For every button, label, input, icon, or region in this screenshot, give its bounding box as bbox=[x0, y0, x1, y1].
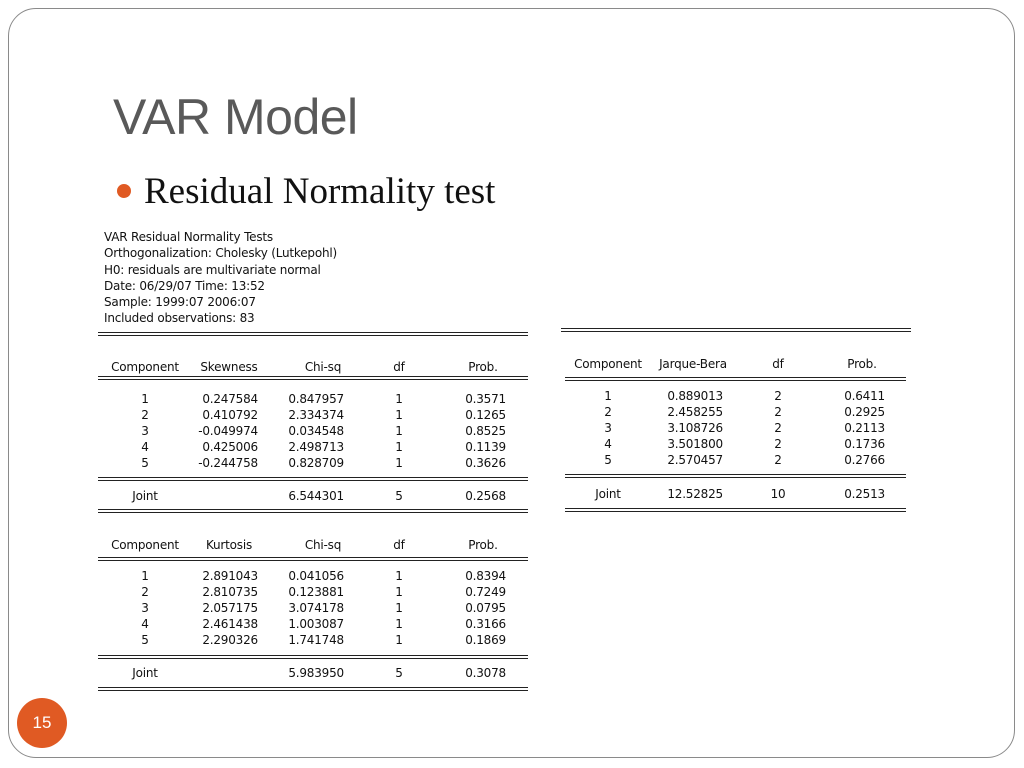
header-cell: Prob. bbox=[847, 357, 877, 371]
table-cell: 3.074178 bbox=[288, 601, 344, 615]
table-cell: 1 bbox=[395, 601, 403, 615]
table-cell: -0.049974 bbox=[198, 424, 258, 438]
info-line: Date: 06/29/07 Time: 13:52 bbox=[104, 278, 265, 293]
table-cell: 1.003087 bbox=[288, 617, 344, 631]
table-cell: 2 bbox=[774, 421, 782, 435]
table-cell: 2 bbox=[774, 453, 782, 467]
joint-cell: 0.3078 bbox=[465, 666, 506, 680]
table-cell: 3 bbox=[141, 424, 149, 438]
table-cell: 0.034548 bbox=[288, 424, 344, 438]
table-rule bbox=[98, 332, 528, 336]
table-cell: 0.1869 bbox=[465, 633, 506, 647]
table-cell: 1 bbox=[395, 456, 403, 470]
table-cell: 1 bbox=[395, 424, 403, 438]
header-cell: Chi-sq bbox=[304, 360, 342, 374]
info-line: H0: residuals are multivariate normal bbox=[104, 262, 321, 277]
header-cell: df bbox=[772, 357, 784, 371]
table-cell: 0.1265 bbox=[465, 408, 506, 422]
table-rule bbox=[565, 474, 906, 478]
table-cell: 2.334374 bbox=[288, 408, 344, 422]
table-cell: 1 bbox=[141, 569, 149, 583]
bullet-text: Residual Normality test bbox=[144, 171, 496, 212]
table-cell: 2 bbox=[604, 405, 612, 419]
table-cell: 2 bbox=[774, 437, 782, 451]
table-cell: 2.891043 bbox=[202, 569, 258, 583]
table-cell: 0.8394 bbox=[465, 569, 506, 583]
table-cell: 0.847957 bbox=[288, 392, 344, 406]
table-cell: 0.828709 bbox=[288, 456, 344, 470]
table-cell: 4 bbox=[604, 437, 612, 451]
table-cell: 1 bbox=[395, 585, 403, 599]
table-cell: 0.2766 bbox=[844, 453, 885, 467]
table-cell: 2.498713 bbox=[288, 440, 344, 454]
header-cell: Skewness bbox=[200, 360, 258, 374]
table-cell: 1 bbox=[395, 617, 403, 631]
table-rule bbox=[98, 557, 528, 561]
joint-cell: 5.983950 bbox=[288, 666, 344, 680]
header-cell: df bbox=[393, 360, 405, 374]
table-cell: 5 bbox=[604, 453, 612, 467]
header-cell: Component bbox=[574, 357, 642, 371]
table-cell: 0.3166 bbox=[465, 617, 506, 631]
table-cell: 3 bbox=[604, 421, 612, 435]
table-rule bbox=[565, 377, 906, 381]
table-cell: 1 bbox=[395, 408, 403, 422]
bullet-dot-icon bbox=[117, 184, 131, 198]
table-cell: 0.123881 bbox=[288, 585, 344, 599]
table-cell: 5 bbox=[141, 456, 149, 470]
table-cell: 4 bbox=[141, 440, 149, 454]
table-cell: 4 bbox=[141, 617, 149, 631]
table-cell: 0.889013 bbox=[667, 389, 723, 403]
table-cell: 1 bbox=[395, 440, 403, 454]
table-rule bbox=[98, 477, 528, 481]
table-cell: 1 bbox=[395, 392, 403, 406]
table-rule bbox=[98, 509, 528, 513]
table-cell: 5 bbox=[141, 633, 149, 647]
table-cell: 0.1736 bbox=[844, 437, 885, 451]
header-cell: df bbox=[393, 538, 405, 552]
table-cell: 0.2113 bbox=[844, 421, 885, 435]
table-cell: 0.8525 bbox=[465, 424, 506, 438]
joint-cell: 0.2568 bbox=[465, 489, 506, 503]
table-cell: 2.810735 bbox=[202, 585, 258, 599]
table-cell: 2.461438 bbox=[202, 617, 258, 631]
info-line: VAR Residual Normality Tests bbox=[104, 230, 273, 244]
table-cell: 0.2925 bbox=[844, 405, 885, 419]
joint-cell: 0.2513 bbox=[844, 487, 885, 501]
table-cell: 0.041056 bbox=[288, 569, 344, 583]
joint-cell: Joint bbox=[595, 487, 621, 501]
header-cell: Jarque-Bera bbox=[659, 357, 727, 371]
table-cell: 3.108726 bbox=[667, 421, 723, 435]
joint-cell: 6.544301 bbox=[288, 489, 344, 503]
info-line: Orthogonalization: Cholesky (Lutkepohl) bbox=[104, 246, 337, 261]
header-cell: Chi-sq bbox=[304, 538, 342, 552]
info-line: Sample: 1999:07 2006:07 bbox=[104, 295, 256, 310]
table-cell: 2.290326 bbox=[202, 633, 258, 647]
table-cell: 0.410792 bbox=[202, 408, 258, 422]
table-cell: 0.0795 bbox=[465, 601, 506, 615]
info-line: Included observations: 83 bbox=[104, 311, 255, 326]
table-cell: 1 bbox=[604, 389, 612, 403]
table-cell: 2.458255 bbox=[667, 405, 723, 419]
table-rule bbox=[565, 508, 906, 512]
table-cell: 1 bbox=[395, 569, 403, 583]
table-rule bbox=[98, 655, 528, 659]
table-rule bbox=[561, 328, 911, 332]
joint-cell: Joint bbox=[132, 489, 158, 503]
table-cell: 1 bbox=[395, 633, 403, 647]
table-cell: 3.501800 bbox=[667, 437, 723, 451]
table-cell: 3 bbox=[141, 601, 149, 615]
header-cell: Component bbox=[111, 538, 179, 552]
header-cell: Component bbox=[111, 360, 179, 374]
table-rule bbox=[98, 687, 528, 691]
joint-cell: Joint bbox=[132, 666, 158, 680]
table-cell: 2 bbox=[774, 389, 782, 403]
table-cell: 2 bbox=[141, 585, 149, 599]
header-cell: Prob. bbox=[468, 360, 498, 374]
table-cell: 2.057175 bbox=[202, 601, 258, 615]
table-cell: 2 bbox=[141, 408, 149, 422]
header-cell: Prob. bbox=[468, 538, 498, 552]
header-cell: Kurtosis bbox=[205, 538, 253, 552]
slide-title: VAR Model bbox=[113, 89, 358, 145]
table-cell: 0.7249 bbox=[465, 585, 506, 599]
joint-cell: 12.52825 bbox=[667, 487, 723, 501]
jarque-bera-table bbox=[561, 328, 911, 514]
table-cell: 2 bbox=[774, 405, 782, 419]
joint-cell: 5 bbox=[395, 666, 403, 680]
table-cell: 0.3626 bbox=[465, 456, 506, 470]
joint-cell: 10 bbox=[770, 487, 786, 501]
table-cell: 1 bbox=[141, 392, 149, 406]
test-info bbox=[104, 229, 337, 327]
table-cell: 0.6411 bbox=[844, 389, 885, 403]
table-rule bbox=[98, 376, 528, 380]
table-cell: 0.247584 bbox=[202, 392, 258, 406]
page-number-badge: 15 bbox=[17, 698, 67, 748]
table-cell: 0.425006 bbox=[202, 440, 258, 454]
table-cell: 2.570457 bbox=[667, 453, 723, 467]
table-cell: -0.244758 bbox=[198, 456, 258, 470]
kurtosis-table bbox=[98, 518, 528, 694]
skewness-table bbox=[98, 332, 528, 514]
table-cell: 1.741748 bbox=[288, 633, 344, 647]
table-cell: 0.3571 bbox=[465, 392, 506, 406]
joint-cell: 5 bbox=[395, 489, 403, 503]
table-cell: 0.1139 bbox=[465, 440, 506, 454]
